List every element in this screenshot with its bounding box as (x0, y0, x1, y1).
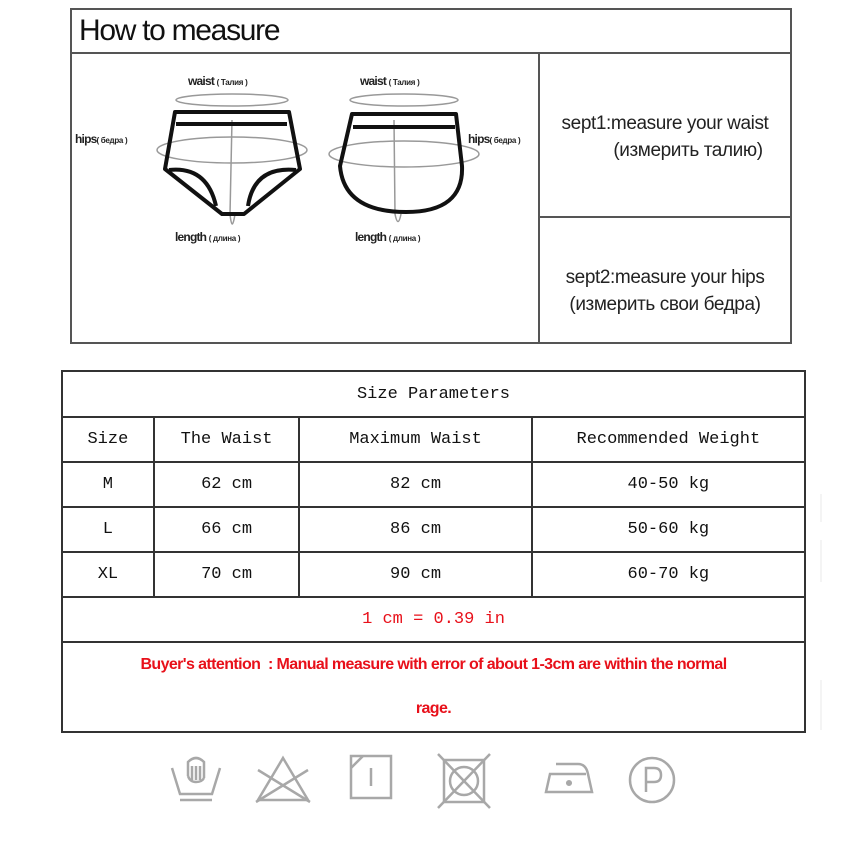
step-2-translation: (измерить свои бедра) (569, 294, 761, 315)
divider (820, 494, 822, 522)
cell-size: L (62, 507, 154, 552)
measurement-diagram (72, 54, 540, 342)
cell-waist: 62 cm (154, 462, 300, 507)
cell-waist: 66 cm (154, 507, 300, 552)
header-weight: Recommended Weight (532, 417, 805, 462)
cell-weight: 60-70 kg (532, 552, 805, 597)
header-size: Size (62, 417, 154, 462)
cell-size: XL (62, 552, 154, 597)
panel-title-bar (72, 10, 790, 54)
hand-wash-icon (168, 752, 224, 808)
step-1-instruction: sept1:measure your waist (561, 113, 769, 134)
how-to-measure-panel (70, 8, 792, 344)
unit-conversion-note: 1 cm = 0.39 in (62, 597, 805, 642)
brief-length-label: length ( длина ) (175, 230, 241, 244)
iron-low-heat-icon (542, 752, 596, 802)
do-not-tumble-dry-icon (436, 752, 492, 810)
brief-waist-label: waist ( Талия ) (188, 74, 248, 88)
boyshort-length-label: length ( длина ) (355, 230, 421, 244)
divider (820, 540, 822, 582)
buyer-attention-line-1: Buyer's attention : Manual measure with error of about 1-3cm are within the normal (140, 656, 727, 673)
brief-measurement-illustration (72, 54, 540, 342)
cell-size: M (62, 462, 154, 507)
cell-max-waist: 90 cm (299, 552, 531, 597)
table-caption: Size Parameters (62, 371, 805, 417)
divider (820, 680, 822, 730)
table-row (62, 462, 805, 507)
step-1-cell (540, 54, 790, 218)
table-row (62, 552, 805, 597)
cell-max-waist: 86 cm (299, 507, 531, 552)
header-max-waist: Maximum Waist (299, 417, 531, 462)
panel-title: How to measure (79, 14, 280, 47)
buyer-attention-line-2: rage. (415, 700, 452, 717)
care-instructions-row (160, 752, 700, 812)
do-not-bleach-icon (254, 752, 312, 808)
cell-weight: 50-60 kg (532, 507, 805, 552)
cell-max-waist: 82 cm (299, 462, 531, 507)
professional-dry-clean-icon (626, 752, 678, 804)
step-2-cell (540, 218, 790, 342)
buyer-attention-note (62, 642, 805, 732)
table-row (62, 507, 805, 552)
brief-hips-label: hips( бедра ) (75, 132, 128, 146)
step-1-translation: (измерить талию) (613, 140, 763, 161)
size-parameters-table (61, 370, 806, 733)
cell-weight: 40-50 kg (532, 462, 805, 507)
boyshort-hips-label: hips( бедра ) (468, 132, 521, 146)
table-header-row (62, 417, 805, 462)
header-waist: The Waist (154, 417, 300, 462)
cell-waist: 70 cm (154, 552, 300, 597)
tumble-dry-icon (348, 752, 394, 802)
boyshort-waist-label: waist ( Талия ) (360, 74, 420, 88)
step-2-instruction: sept2:measure your hips (565, 267, 765, 288)
